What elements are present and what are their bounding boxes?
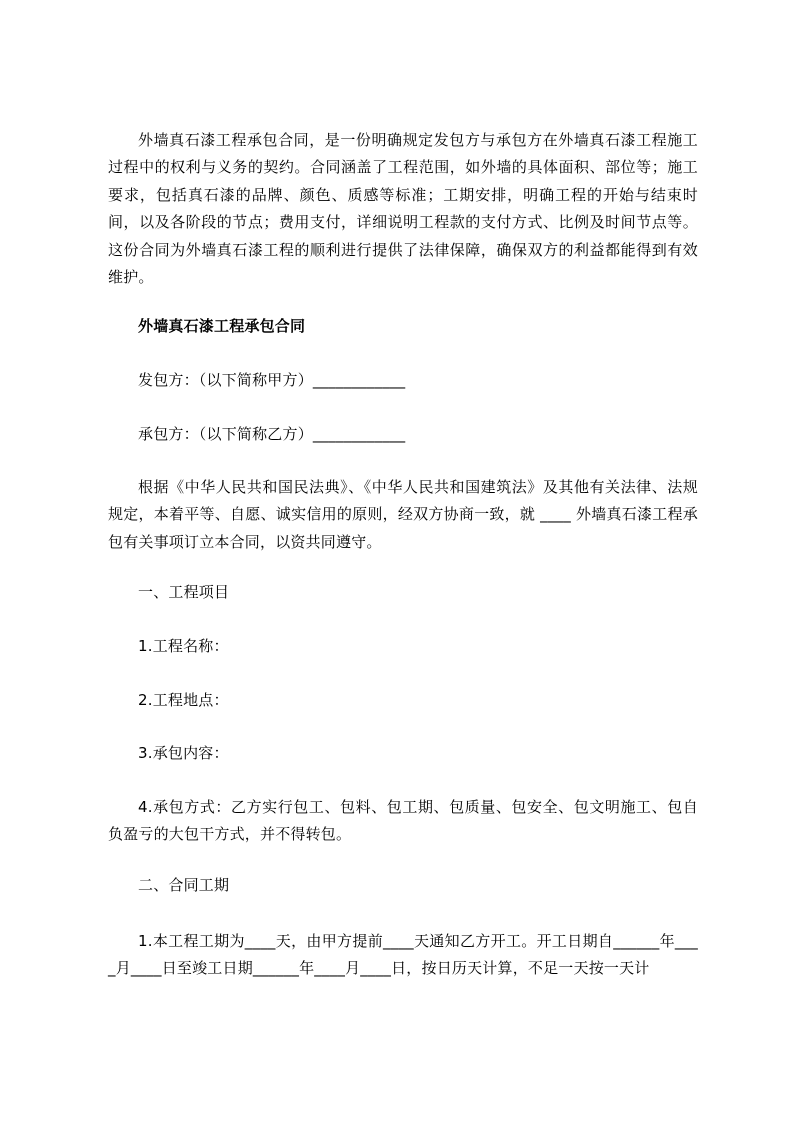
- contract-scope-line: 3.承包内容：: [138, 744, 229, 762]
- contract-method-paragraph: 4.承包方式：乙方实行包工、包料、包工期、包质量、包安全、包文明施工、包自负盈亏的大包干方式，并不得转包。: [108, 798, 698, 844]
- party-a-line: 发包方：（以下简称甲方）____________: [138, 371, 406, 389]
- contract-title: 外墙真石漆工程承包合同: [138, 317, 306, 335]
- project-location-line: 2.工程地点：: [138, 691, 229, 709]
- intro-paragraph: 外墙真石漆工程承包合同，是一份明确规定发包方与承包方在外墙真石漆工程施工过程中的权利与义务的契约。合同涵盖了工程范围，如外墙的具体面积、部位等；施工要求，包括真石漆的品牌、颜色、质感等标准；工期安排，明确工程的开始与结束时间，以及各阶段的节点；费用支付，详细说明工程款的支付方式、比例及时间节点等。这份合同为外墙真石漆工程的顺利进行提供了法律保障，确保双方的利益都能得到有效维护。: [108, 131, 698, 287]
- legal-basis-paragraph: 根据《中华人民共和国民法典》、《中华人民共和国建筑法》及其他有关法律、法规规定，本着平等、自愿、诚实信用的原则，经双方协商一致，就 ____ 外墙真石漆工程承包有关事项订立本合同，以资共同遵守。: [108, 478, 698, 551]
- section-heading-project: 一、工程项目: [138, 583, 230, 601]
- party-b-line: 承包方：（以下简称乙方）____________: [138, 425, 406, 443]
- contract-period-paragraph: 1.本工程工期为____天，由甲方提前____天通知乙方开工。开工日期自______年____月____日至竣工日期______年____月____日，按日历天计算，不足一天按一天计: [108, 932, 698, 978]
- project-name-line: 1.工程名称：: [138, 637, 229, 655]
- section-heading-period: 二、合同工期: [138, 876, 230, 894]
